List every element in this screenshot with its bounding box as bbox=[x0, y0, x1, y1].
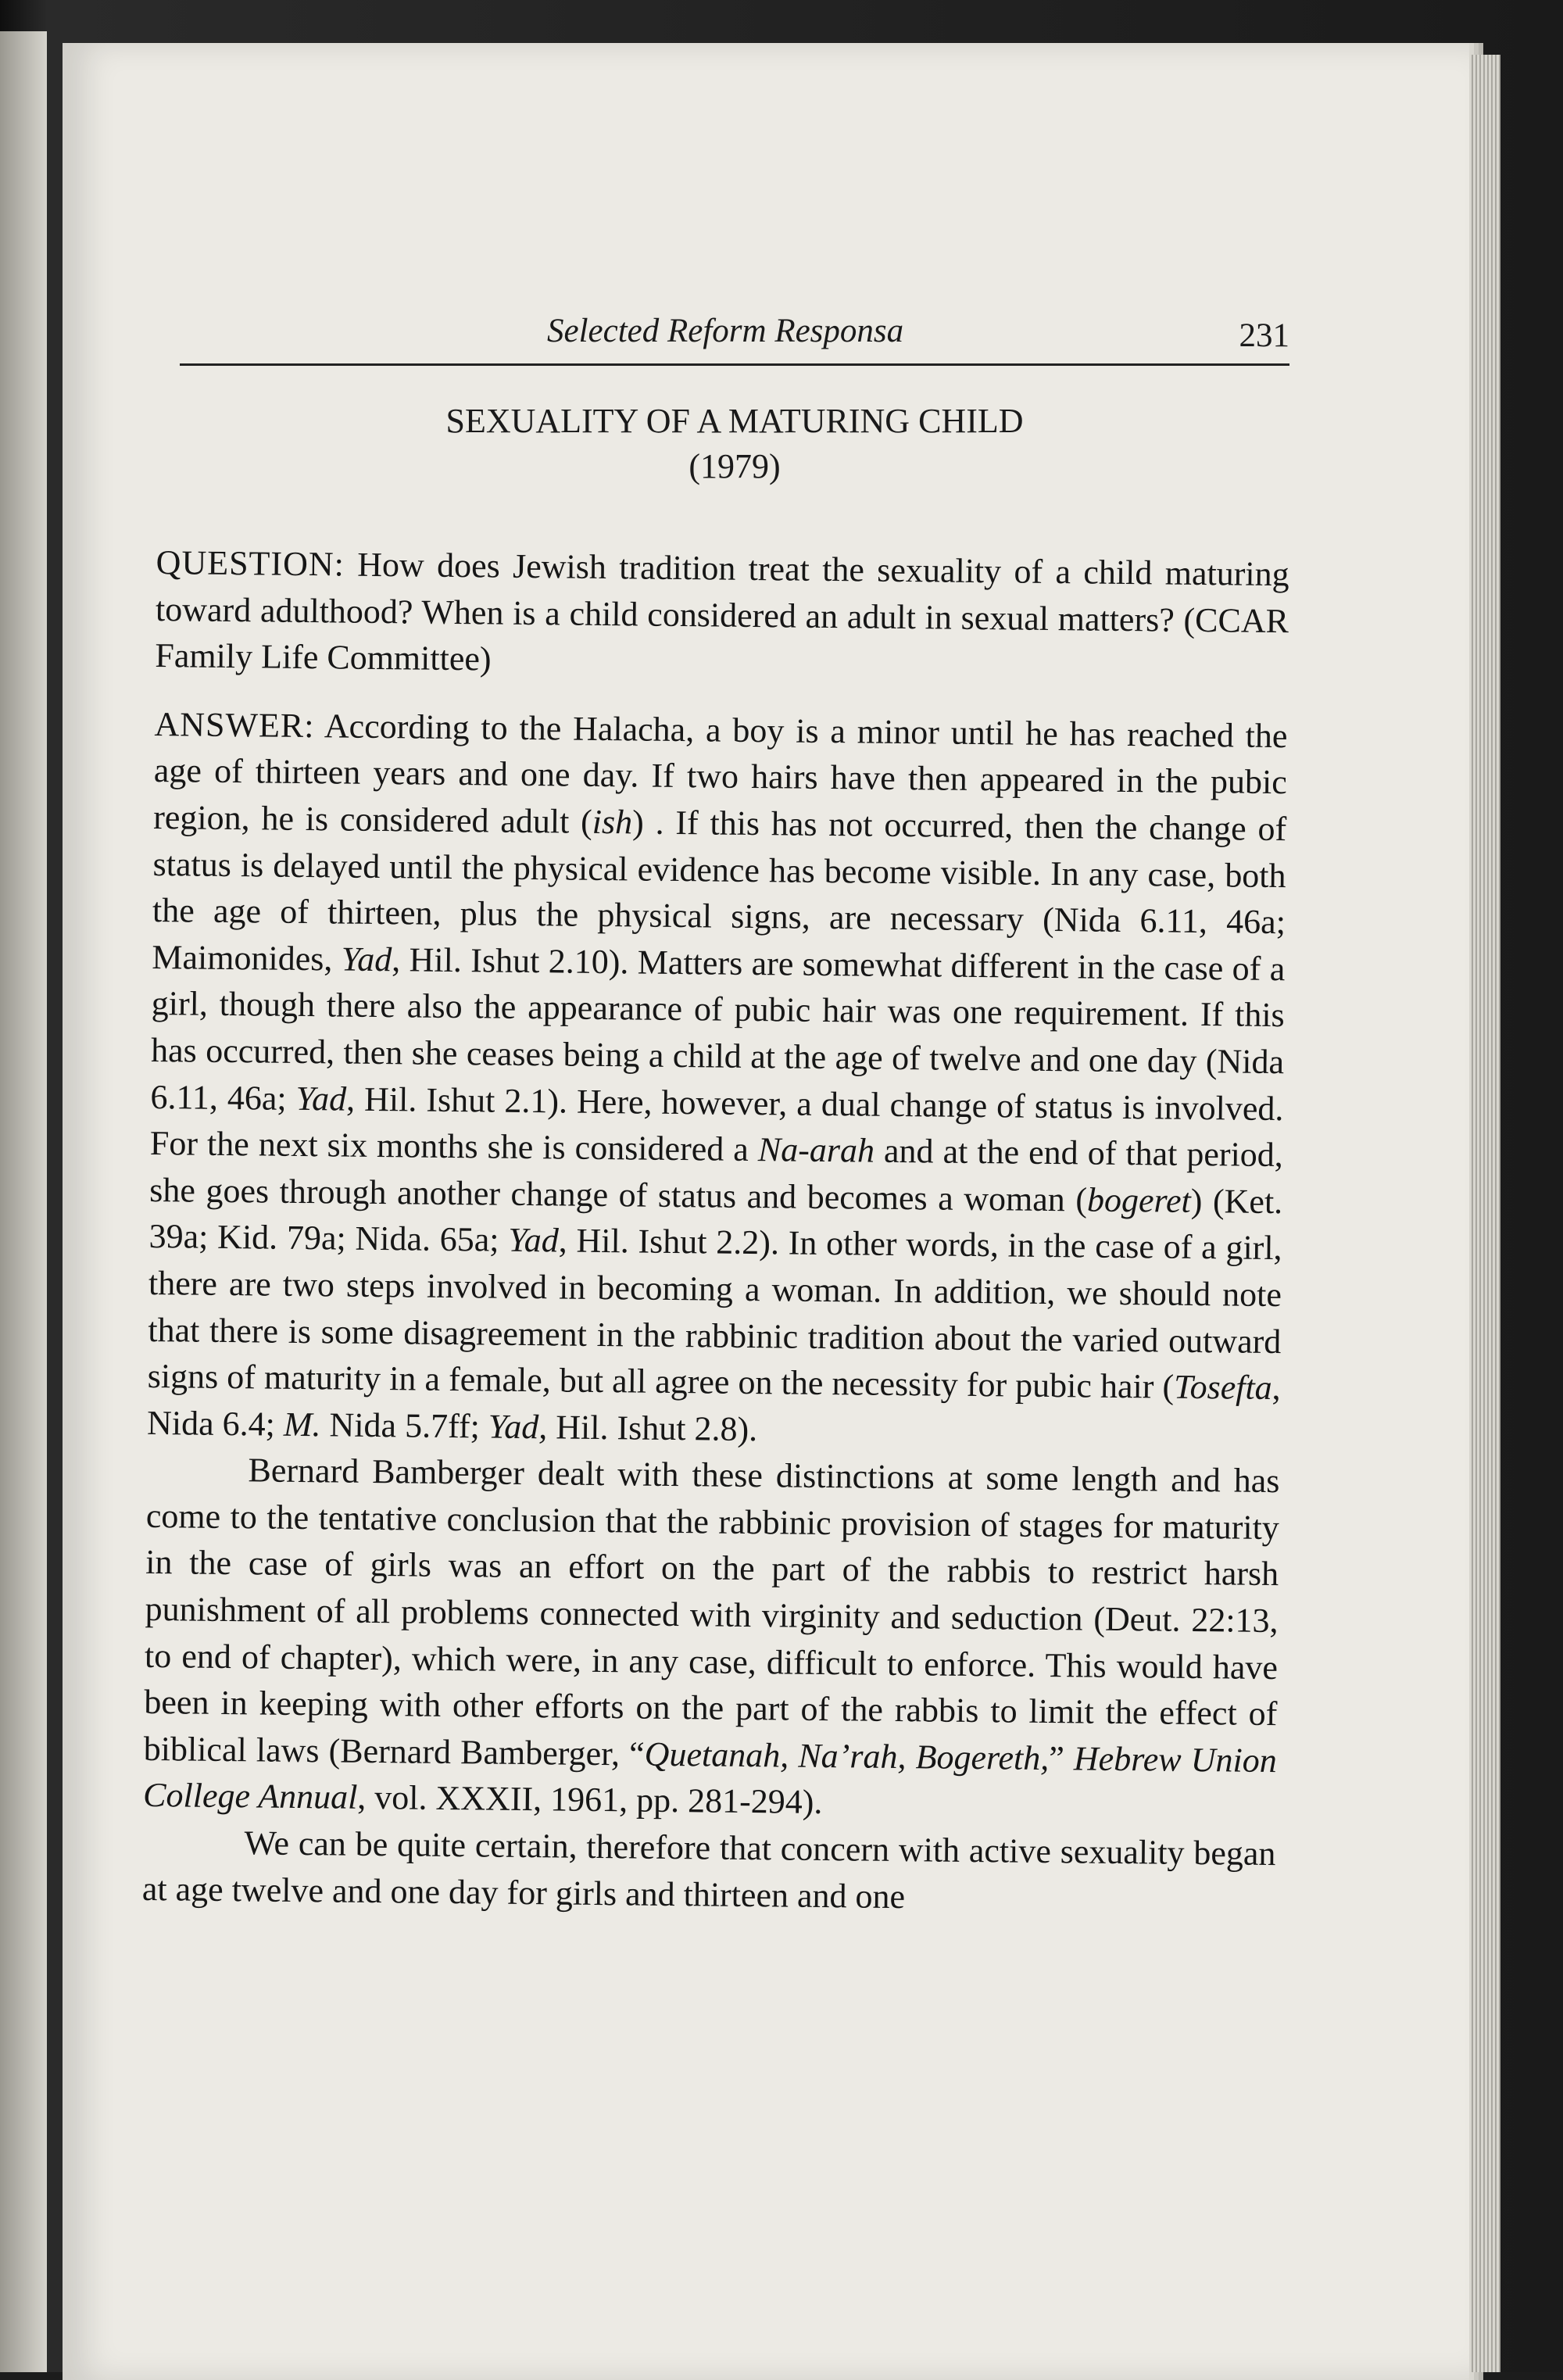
answer-text: According to the Halacha, a boy is a minor until he has reached the age of thirteen years and one day. If two hairs have then appeared in the pubic region, he is considered adult ( bbox=[153, 706, 1288, 841]
answer-text: , Hil. Ishut 2.2). In other words, in the case of a girl, there are two steps involved in becoming a woman. In addition, we should note that there is some disagreement in the rabbinic tradition about the varied outward signs of maturity in a female, but all agree on the necessity for pubic hair ( bbox=[147, 1221, 1282, 1406]
answer-text: ) (Ket. 39a; Kid. 79a; Nida. 65a; bbox=[148, 1181, 1283, 1260]
question-paragraph bbox=[155, 539, 1289, 691]
responsum-title bbox=[180, 399, 1289, 489]
title-year: (1979) bbox=[689, 447, 781, 485]
paragraph-text: Bernard Bamberger dealt with these distinctions at some length and has come to the tentative conclusion that the rabbinic provision of stages for maturity in the case of girls was an effort on the part of the rabbis to restrict harsh punishment of all problems connected with virginity and seduction (Deut. 22:13, to end of chapter), which were, in any case, difficult to enforce. This would have been in keeping with other efforts on the part of the rabbis to limit the effect of biblical laws (Bernard Bamberger, “ bbox=[143, 1451, 1280, 1773]
citation-yad: Yad, bbox=[488, 1407, 548, 1446]
conclusion-paragraph bbox=[142, 1819, 1276, 1924]
term-ish: ish bbox=[592, 802, 633, 842]
citation-yad: Yad bbox=[341, 939, 392, 979]
citation-yad: Yad bbox=[508, 1221, 560, 1260]
answer-text: , Nida 6.4; bbox=[146, 1369, 1281, 1444]
citation-yad: Yad bbox=[295, 1079, 347, 1118]
previous-page-edge bbox=[0, 31, 47, 2372]
answer-text: Nida 5.7ff; bbox=[320, 1405, 489, 1446]
running-header bbox=[180, 309, 1289, 366]
answer-label: ANSWER: bbox=[154, 704, 315, 745]
answer-text: , Hil. Ishut 2.10). Matters are somewhat different in the case of a girl, though there also the appearance of pubic hair was one requirement. If this has occurred, then she ceases being a child at the age of twelve and one day (Nida 6.11, 46a; bbox=[150, 939, 1286, 1118]
citation-tosefta: Tosefta bbox=[1173, 1367, 1272, 1408]
term-bogeret: bogeret bbox=[1086, 1180, 1192, 1220]
paragraph-text: ” bbox=[1049, 1738, 1075, 1778]
page-stack-edge bbox=[1469, 55, 1500, 2372]
term-naarah: Na-arah bbox=[757, 1130, 875, 1170]
paragraph-text: , vol. XXXII, 1961, pp. 281-294). bbox=[357, 1778, 823, 1822]
article-title: Quetanah, Na’rah, Bogereth, bbox=[644, 1734, 1050, 1777]
answer-text: Hil. Ishut 2.8). bbox=[547, 1407, 758, 1448]
answer-text: and at the end of that period, she goes through another change of status and becomes a woman ( bbox=[149, 1131, 1284, 1219]
bamberger-paragraph bbox=[143, 1446, 1280, 1831]
title-line: SEXUALITY OF A MATURING CHILD bbox=[445, 402, 1024, 440]
paragraph-text: We can be quite certain, therefore that concern with active sexuality began at age twelve and one day for girls and thirteen and one bbox=[141, 1823, 1276, 1916]
answer-text: ) . If this has not occurred, then the change of status is delayed until the physical evidence has become visible. In any case, both the age of thirteen, plus the physical signs, are necessary (Nida 6.11, 46a; Maimonides, bbox=[152, 803, 1287, 979]
citation-mishnah: M. bbox=[283, 1405, 321, 1444]
journal-title: Hebrew Union College Annual bbox=[142, 1739, 1277, 1817]
answer-paragraph bbox=[147, 701, 1288, 1458]
question-label: QUESTION: bbox=[156, 542, 345, 584]
question-text: How does Jewish tradition treat the sexuality of a child maturing toward adulthood? When is a child considered an adult in sexual matters? (CCAR Family Life Committee) bbox=[155, 545, 1289, 678]
page-number: 231 bbox=[1239, 317, 1289, 354]
answer-text: , Hil. Ishut 2.1). Here, however, a dual change of status is involved. For the next six months she is considered a bbox=[149, 1079, 1284, 1169]
running-title: Selected Reform Responsa bbox=[547, 313, 904, 349]
body-text bbox=[142, 539, 1289, 1924]
